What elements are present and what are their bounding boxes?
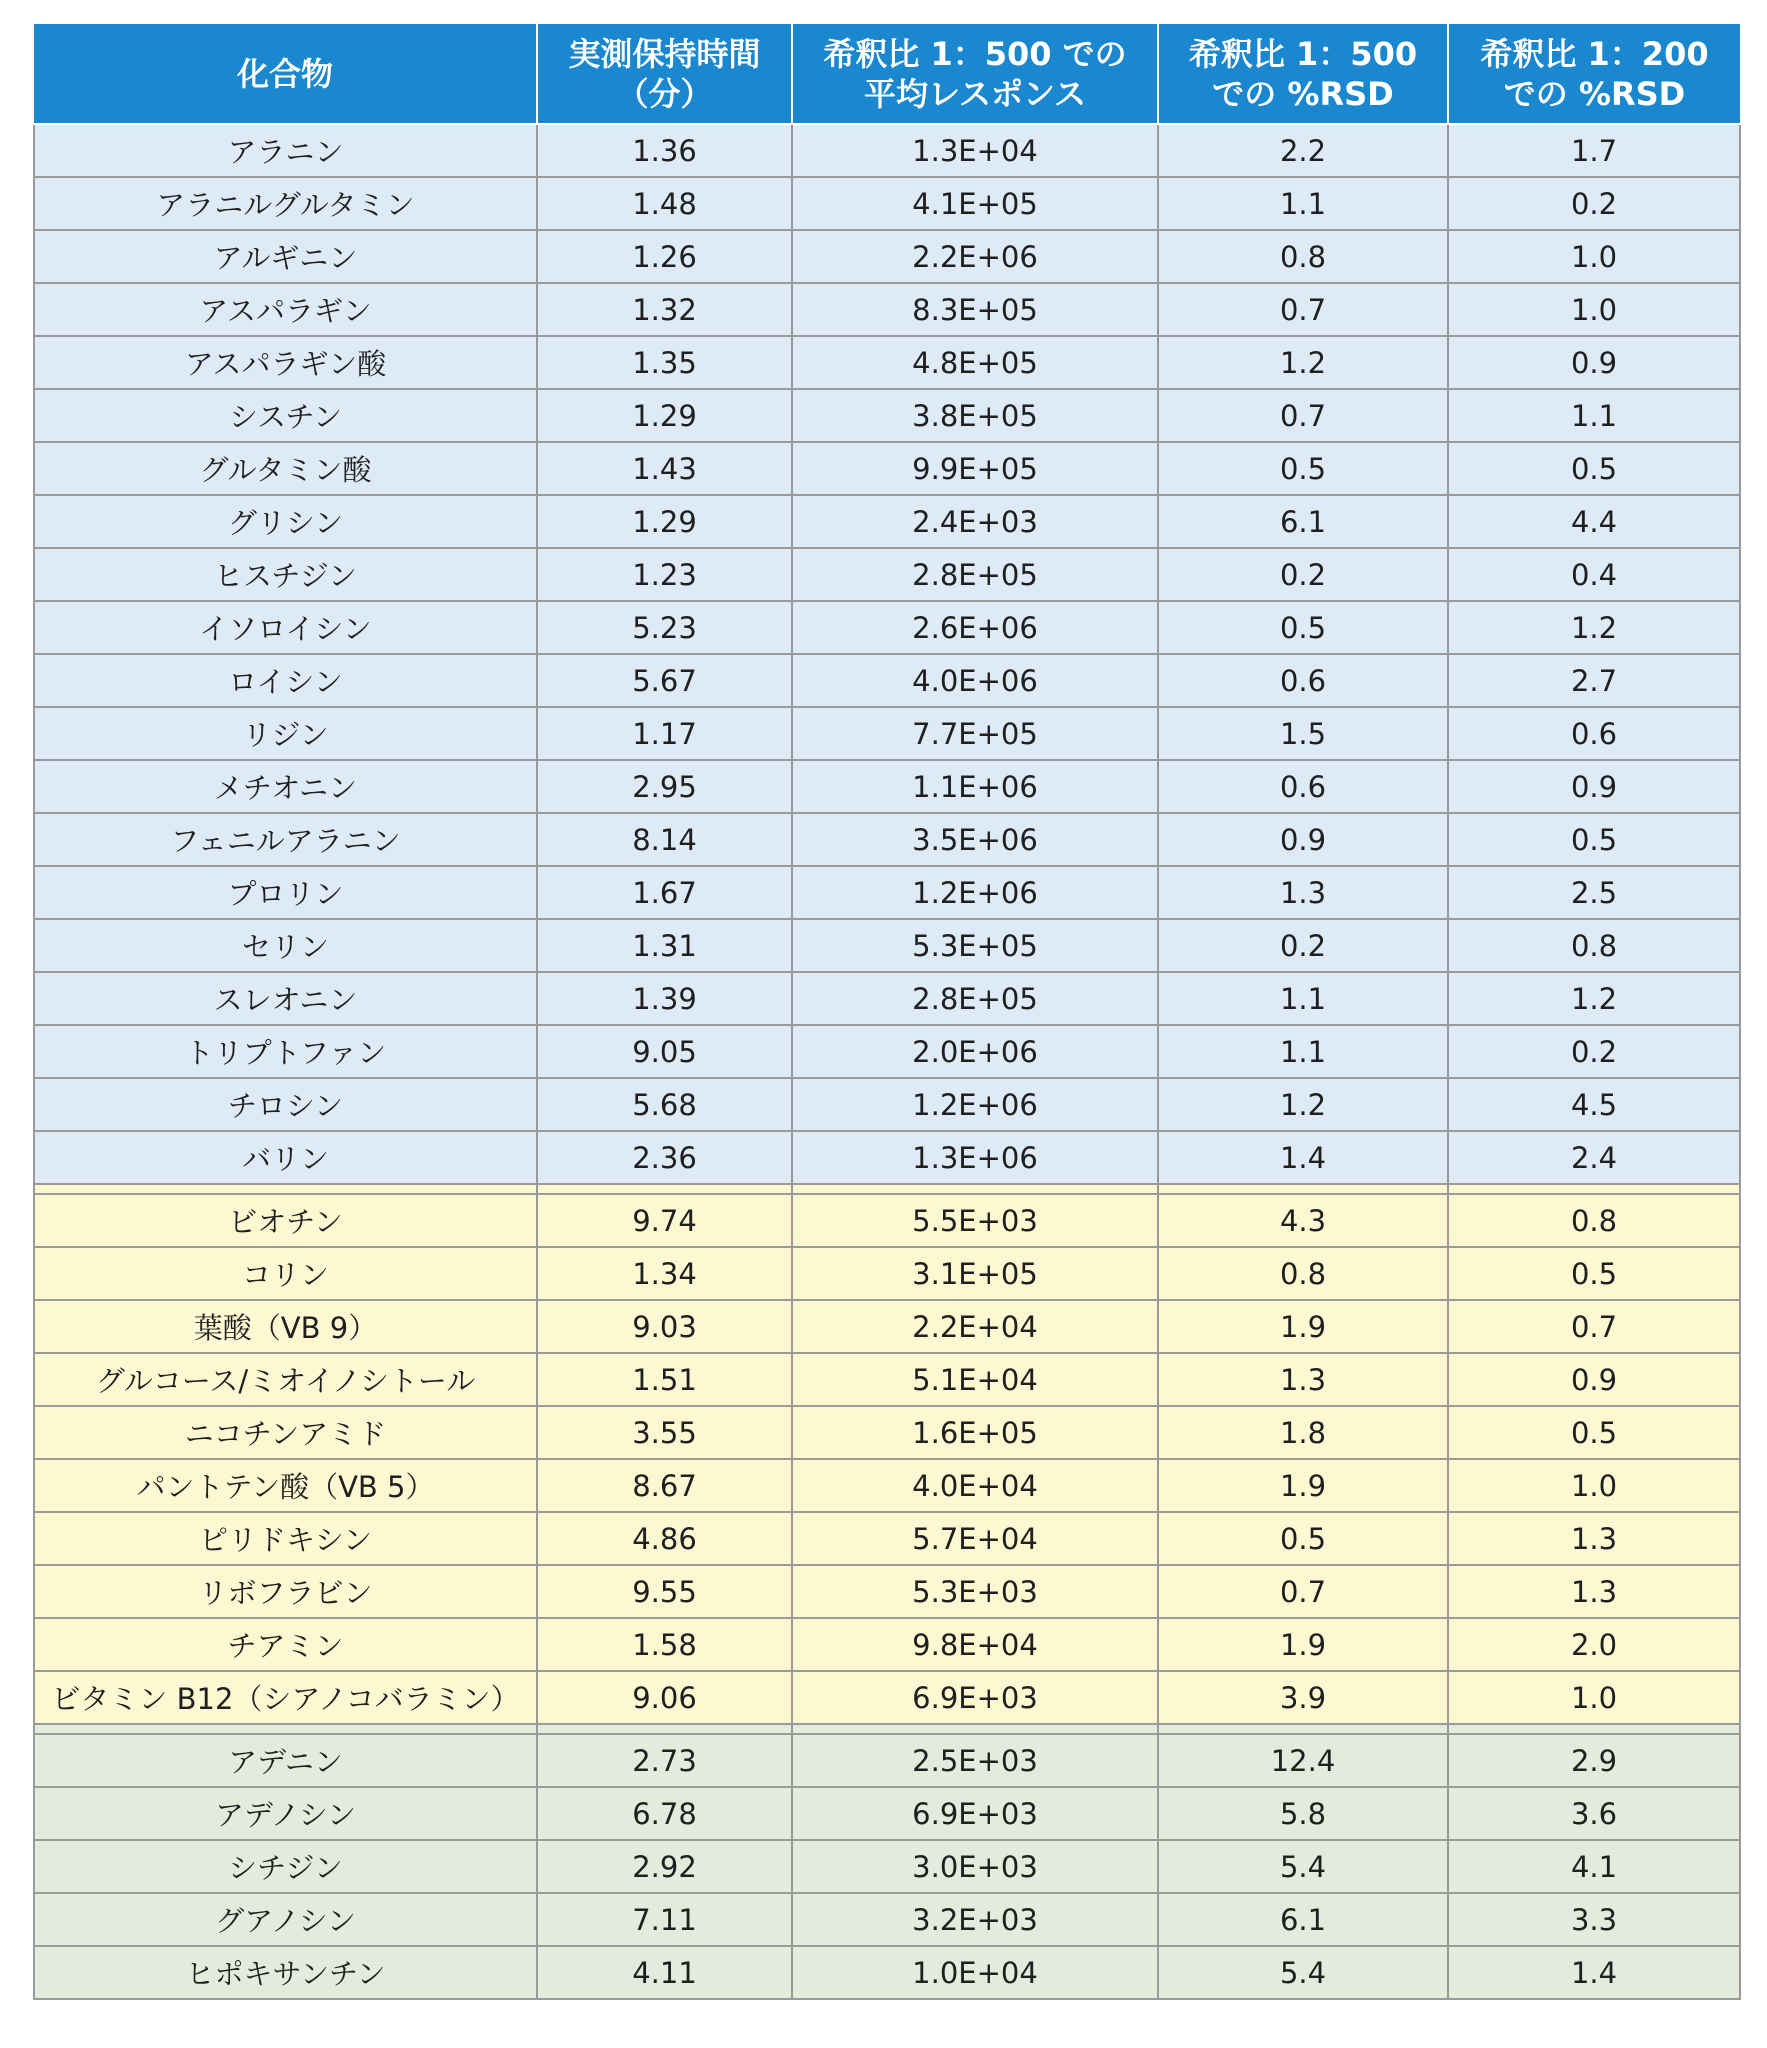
rsd-500-cell: 0.2: [1158, 919, 1448, 972]
rsd-200-cell: 1.3: [1448, 1565, 1740, 1618]
rsd-200-cell: 0.5: [1448, 1247, 1740, 1300]
retention-time-cell: 4.86: [537, 1512, 792, 1565]
nucleoside-row: [34, 1840, 1740, 1893]
rsd-500-cell: 1.1: [1158, 972, 1448, 1025]
compound-name-cell: チロシン: [34, 1078, 537, 1131]
amino-acid-row: [34, 707, 1740, 760]
rsd-200-cell: 1.0: [1448, 1459, 1740, 1512]
rsd-200-cell: 1.3: [1448, 1512, 1740, 1565]
amino-acid-row: [34, 336, 1740, 389]
rsd-200-cell: 0.9: [1448, 760, 1740, 813]
separator-cell: [1158, 1184, 1448, 1194]
rsd-200-cell: 2.4: [1448, 1131, 1740, 1184]
rsd-500-cell: 0.7: [1158, 389, 1448, 442]
rsd-200-cell: 2.9: [1448, 1734, 1740, 1787]
rsd-500-cell: 0.7: [1158, 283, 1448, 336]
vitamin-row: [34, 1618, 1740, 1671]
retention-time-cell: 7.11: [537, 1893, 792, 1946]
retention-time-cell: 5.68: [537, 1078, 792, 1131]
rsd-200-cell: 4.5: [1448, 1078, 1740, 1131]
amino-acid-row: [34, 972, 1740, 1025]
average-response-cell: 1.1E+06: [792, 760, 1158, 813]
header-retention-time: 実測保持時間 （分）: [537, 24, 792, 124]
compound-name-cell: ピリドキシン: [34, 1512, 537, 1565]
vitamin-row: [34, 1565, 1740, 1618]
compound-name-cell: アデニン: [34, 1734, 537, 1787]
compound-name-cell: シチジン: [34, 1840, 537, 1893]
average-response-cell: 1.6E+05: [792, 1406, 1158, 1459]
compound-name-cell: メチオニン: [34, 760, 537, 813]
retention-time-cell: 1.32: [537, 283, 792, 336]
compound-name-cell: ビタミン B12（シアノコバラミン）: [34, 1671, 537, 1724]
rsd-200-cell: 1.0: [1448, 283, 1740, 336]
retention-time-cell: 1.31: [537, 919, 792, 972]
retention-time-cell: 1.48: [537, 177, 792, 230]
rsd-500-cell: 2.2: [1158, 124, 1448, 177]
rsd-200-cell: 1.2: [1448, 972, 1740, 1025]
rsd-200-cell: 2.5: [1448, 866, 1740, 919]
rsd-500-cell: 5.4: [1158, 1840, 1448, 1893]
average-response-cell: 1.2E+06: [792, 1078, 1158, 1131]
table-header: [34, 24, 1740, 124]
rsd-500-cell: 0.2: [1158, 548, 1448, 601]
retention-time-cell: 3.55: [537, 1406, 792, 1459]
average-response-cell: 2.6E+06: [792, 601, 1158, 654]
compound-results-table: [33, 24, 1741, 2000]
rsd-500-cell: 1.8: [1158, 1406, 1448, 1459]
rsd-500-cell: 6.1: [1158, 495, 1448, 548]
compound-name-cell: ビオチン: [34, 1194, 537, 1247]
rsd-500-cell: 0.9: [1158, 813, 1448, 866]
average-response-cell: 2.8E+05: [792, 972, 1158, 1025]
rsd-200-cell: 1.7: [1448, 124, 1740, 177]
average-response-cell: 4.0E+04: [792, 1459, 1158, 1512]
amino-acid-row: [34, 389, 1740, 442]
retention-time-cell: 9.05: [537, 1025, 792, 1078]
average-response-cell: 4.1E+05: [792, 177, 1158, 230]
compound-name-cell: アスパラギン: [34, 283, 537, 336]
average-response-cell: 2.8E+05: [792, 548, 1158, 601]
average-response-cell: 5.1E+04: [792, 1353, 1158, 1406]
compound-name-cell: リジン: [34, 707, 537, 760]
amino-acid-row: [34, 1078, 1740, 1131]
retention-time-cell: 1.35: [537, 336, 792, 389]
rsd-200-cell: 0.8: [1448, 919, 1740, 972]
average-response-cell: 9.9E+05: [792, 442, 1158, 495]
amino-acid-row: [34, 919, 1740, 972]
compound-name-cell: シスチン: [34, 389, 537, 442]
separator-cell: [1448, 1184, 1740, 1194]
compound-name-cell: セリン: [34, 919, 537, 972]
vitamin-row: [34, 1671, 1740, 1724]
retention-time-cell: 1.17: [537, 707, 792, 760]
retention-time-cell: 8.67: [537, 1459, 792, 1512]
rsd-500-cell: 1.1: [1158, 177, 1448, 230]
average-response-cell: 6.9E+03: [792, 1787, 1158, 1840]
separator-cell: [792, 1724, 1158, 1734]
compound-name-cell: チアミン: [34, 1618, 537, 1671]
rsd-200-cell: 0.9: [1448, 336, 1740, 389]
average-response-cell: 5.5E+03: [792, 1194, 1158, 1247]
compound-name-cell: ロイシン: [34, 654, 537, 707]
rsd-200-cell: 1.1: [1448, 389, 1740, 442]
average-response-cell: 1.2E+06: [792, 866, 1158, 919]
compound-name-cell: バリン: [34, 1131, 537, 1184]
average-response-cell: 2.2E+04: [792, 1300, 1158, 1353]
separator-cell: [537, 1184, 792, 1194]
average-response-cell: 6.9E+03: [792, 1671, 1158, 1724]
rsd-200-cell: 0.2: [1448, 1025, 1740, 1078]
rsd-500-cell: 1.9: [1158, 1459, 1448, 1512]
rsd-500-cell: 1.1: [1158, 1025, 1448, 1078]
average-response-cell: 3.2E+03: [792, 1893, 1158, 1946]
nucleoside-row: [34, 1946, 1740, 1999]
average-response-cell: 2.0E+06: [792, 1025, 1158, 1078]
retention-time-cell: 4.11: [537, 1946, 792, 1999]
retention-time-cell: 9.74: [537, 1194, 792, 1247]
amino-acid-row: [34, 495, 1740, 548]
average-response-cell: 8.3E+05: [792, 283, 1158, 336]
rsd-500-cell: 1.2: [1158, 336, 1448, 389]
compound-name-cell: スレオニン: [34, 972, 537, 1025]
compound-name-cell: リボフラビン: [34, 1565, 537, 1618]
compound-name-cell: パントテン酸（VB 5）: [34, 1459, 537, 1512]
rsd-200-cell: 1.0: [1448, 230, 1740, 283]
separator-cell: [34, 1184, 537, 1194]
rsd-500-cell: 3.9: [1158, 1671, 1448, 1724]
vitamin-row: [34, 1300, 1740, 1353]
average-response-cell: 4.8E+05: [792, 336, 1158, 389]
rsd-500-cell: 0.6: [1158, 760, 1448, 813]
retention-time-cell: 1.29: [537, 389, 792, 442]
average-response-cell: 1.3E+06: [792, 1131, 1158, 1184]
compound-name-cell: グルタミン酸: [34, 442, 537, 495]
separator-cell: [792, 1184, 1158, 1194]
rsd-500-cell: 1.9: [1158, 1300, 1448, 1353]
rsd-200-cell: 0.5: [1448, 442, 1740, 495]
rsd-200-cell: 4.1: [1448, 1840, 1740, 1893]
compound-name-cell: アスパラギン酸: [34, 336, 537, 389]
average-response-cell: 3.0E+03: [792, 1840, 1158, 1893]
compound-name-cell: アデノシン: [34, 1787, 537, 1840]
average-response-cell: 5.3E+03: [792, 1565, 1158, 1618]
vitamin-row: [34, 1406, 1740, 1459]
retention-time-cell: 1.39: [537, 972, 792, 1025]
separator-cell: [1448, 1724, 1740, 1734]
average-response-cell: 7.7E+05: [792, 707, 1158, 760]
retention-time-cell: 2.92: [537, 1840, 792, 1893]
compound-name-cell: ニコチンアミド: [34, 1406, 537, 1459]
retention-time-cell: 1.58: [537, 1618, 792, 1671]
amino-acid-row: [34, 283, 1740, 336]
rsd-500-cell: 0.5: [1158, 601, 1448, 654]
amino-acid-row: [34, 1131, 1740, 1184]
rsd-200-cell: 1.2: [1448, 601, 1740, 654]
rsd-500-cell: 1.5: [1158, 707, 1448, 760]
rsd-200-cell: 3.6: [1448, 1787, 1740, 1840]
retention-time-cell: 8.14: [537, 813, 792, 866]
vitamin-row: [34, 1194, 1740, 1247]
vitamin-row: [34, 1512, 1740, 1565]
average-response-cell: 2.5E+03: [792, 1734, 1158, 1787]
retention-time-cell: 1.26: [537, 230, 792, 283]
compound-name-cell: ヒスチジン: [34, 548, 537, 601]
retention-time-cell: 2.36: [537, 1131, 792, 1184]
amino-acid-row: [34, 548, 1740, 601]
rsd-200-cell: 0.7: [1448, 1300, 1740, 1353]
separator-cell: [537, 1724, 792, 1734]
rsd-500-cell: 6.1: [1158, 1893, 1448, 1946]
average-response-cell: 4.0E+06: [792, 654, 1158, 707]
rsd-500-cell: 5.8: [1158, 1787, 1448, 1840]
rsd-200-cell: 0.6: [1448, 707, 1740, 760]
compound-name-cell: 葉酸（VB 9）: [34, 1300, 537, 1353]
amino-acid-row: [34, 866, 1740, 919]
compound-name-cell: トリプトファン: [34, 1025, 537, 1078]
average-response-cell: 5.3E+05: [792, 919, 1158, 972]
average-response-cell: 5.7E+04: [792, 1512, 1158, 1565]
compound-name-cell: アラニン: [34, 124, 537, 177]
nucleoside-row: [34, 1787, 1740, 1840]
rsd-200-cell: 2.7: [1448, 654, 1740, 707]
rsd-200-cell: 1.0: [1448, 1671, 1740, 1724]
compound-name-cell: イソロイシン: [34, 601, 537, 654]
amino-acid-row: [34, 813, 1740, 866]
header-compound: 化合物: [34, 24, 537, 124]
rsd-500-cell: 1.9: [1158, 1618, 1448, 1671]
compound-name-cell: コリン: [34, 1247, 537, 1300]
header-average-response: 希釈比 1：500 での 平均レスポンス: [792, 24, 1158, 124]
retention-time-cell: 6.78: [537, 1787, 792, 1840]
nucleoside-row: [34, 1893, 1740, 1946]
rsd-500-cell: 0.5: [1158, 1512, 1448, 1565]
header-row: [34, 24, 1740, 124]
retention-time-cell: 9.06: [537, 1671, 792, 1724]
rsd-500-cell: 0.6: [1158, 654, 1448, 707]
rsd-200-cell: 0.9: [1448, 1353, 1740, 1406]
retention-time-cell: 5.67: [537, 654, 792, 707]
rsd-500-cell: 4.3: [1158, 1194, 1448, 1247]
amino-acid-row: [34, 1025, 1740, 1078]
separator-cell: [34, 1724, 537, 1734]
amino-acid-row: [34, 654, 1740, 707]
retention-time-cell: 1.29: [537, 495, 792, 548]
rsd-500-cell: 0.5: [1158, 442, 1448, 495]
retention-time-cell: 9.55: [537, 1565, 792, 1618]
average-response-cell: 1.0E+04: [792, 1946, 1158, 1999]
average-response-cell: 1.3E+04: [792, 124, 1158, 177]
average-response-cell: 3.1E+05: [792, 1247, 1158, 1300]
header-rsd-500: 希釈比 1：500 での %RSD: [1158, 24, 1448, 124]
rsd-200-cell: 0.5: [1448, 813, 1740, 866]
compound-name-cell: アルギニン: [34, 230, 537, 283]
compound-name-cell: アラニルグルタミン: [34, 177, 537, 230]
retention-time-cell: 1.36: [537, 124, 792, 177]
rsd-500-cell: 5.4: [1158, 1946, 1448, 1999]
retention-time-cell: 1.51: [537, 1353, 792, 1406]
rsd-500-cell: 1.3: [1158, 1353, 1448, 1406]
amino-acid-row: [34, 760, 1740, 813]
retention-time-cell: 2.73: [537, 1734, 792, 1787]
rsd-200-cell: 2.0: [1448, 1618, 1740, 1671]
rsd-200-cell: 0.8: [1448, 1194, 1740, 1247]
nucleoside-row: [34, 1734, 1740, 1787]
retention-time-cell: 1.43: [537, 442, 792, 495]
average-response-cell: 2.2E+06: [792, 230, 1158, 283]
rsd-500-cell: 0.8: [1158, 1247, 1448, 1300]
amino-acid-row: [34, 442, 1740, 495]
amino-acid-row: [34, 601, 1740, 654]
group-separator: [34, 1184, 1740, 1194]
compound-name-cell: グアノシン: [34, 1893, 537, 1946]
group-separator: [34, 1724, 1740, 1734]
amino-acid-row: [34, 230, 1740, 283]
amino-acid-row: [34, 177, 1740, 230]
vitamin-row: [34, 1459, 1740, 1512]
rsd-500-cell: 12.4: [1158, 1734, 1448, 1787]
average-response-cell: 3.8E+05: [792, 389, 1158, 442]
compound-name-cell: プロリン: [34, 866, 537, 919]
rsd-200-cell: 1.4: [1448, 1946, 1740, 1999]
rsd-200-cell: 0.2: [1448, 177, 1740, 230]
compound-name-cell: フェニルアラニン: [34, 813, 537, 866]
retention-time-cell: 5.23: [537, 601, 792, 654]
rsd-200-cell: 4.4: [1448, 495, 1740, 548]
compound-name-cell: ヒポキサンチン: [34, 1946, 537, 1999]
amino-acid-row: [34, 124, 1740, 177]
retention-time-cell: 9.03: [537, 1300, 792, 1353]
rsd-200-cell: 0.5: [1448, 1406, 1740, 1459]
rsd-500-cell: 1.3: [1158, 866, 1448, 919]
retention-time-cell: 1.23: [537, 548, 792, 601]
average-response-cell: 2.4E+03: [792, 495, 1158, 548]
header-rsd-200: 希釈比 1：200 での %RSD: [1448, 24, 1740, 124]
compound-name-cell: グリシン: [34, 495, 537, 548]
rsd-500-cell: 0.8: [1158, 230, 1448, 283]
results-table-container: [33, 24, 1739, 2000]
table-body: [34, 124, 1740, 1999]
retention-time-cell: 1.67: [537, 866, 792, 919]
rsd-500-cell: 1.2: [1158, 1078, 1448, 1131]
vitamin-row: [34, 1353, 1740, 1406]
rsd-200-cell: 0.4: [1448, 548, 1740, 601]
average-response-cell: 3.5E+06: [792, 813, 1158, 866]
rsd-500-cell: 0.7: [1158, 1565, 1448, 1618]
retention-time-cell: 1.34: [537, 1247, 792, 1300]
rsd-500-cell: 1.4: [1158, 1131, 1448, 1184]
rsd-200-cell: 3.3: [1448, 1893, 1740, 1946]
average-response-cell: 9.8E+04: [792, 1618, 1158, 1671]
compound-name-cell: グルコース/ミオイノシトール: [34, 1353, 537, 1406]
vitamin-row: [34, 1247, 1740, 1300]
retention-time-cell: 2.95: [537, 760, 792, 813]
separator-cell: [1158, 1724, 1448, 1734]
